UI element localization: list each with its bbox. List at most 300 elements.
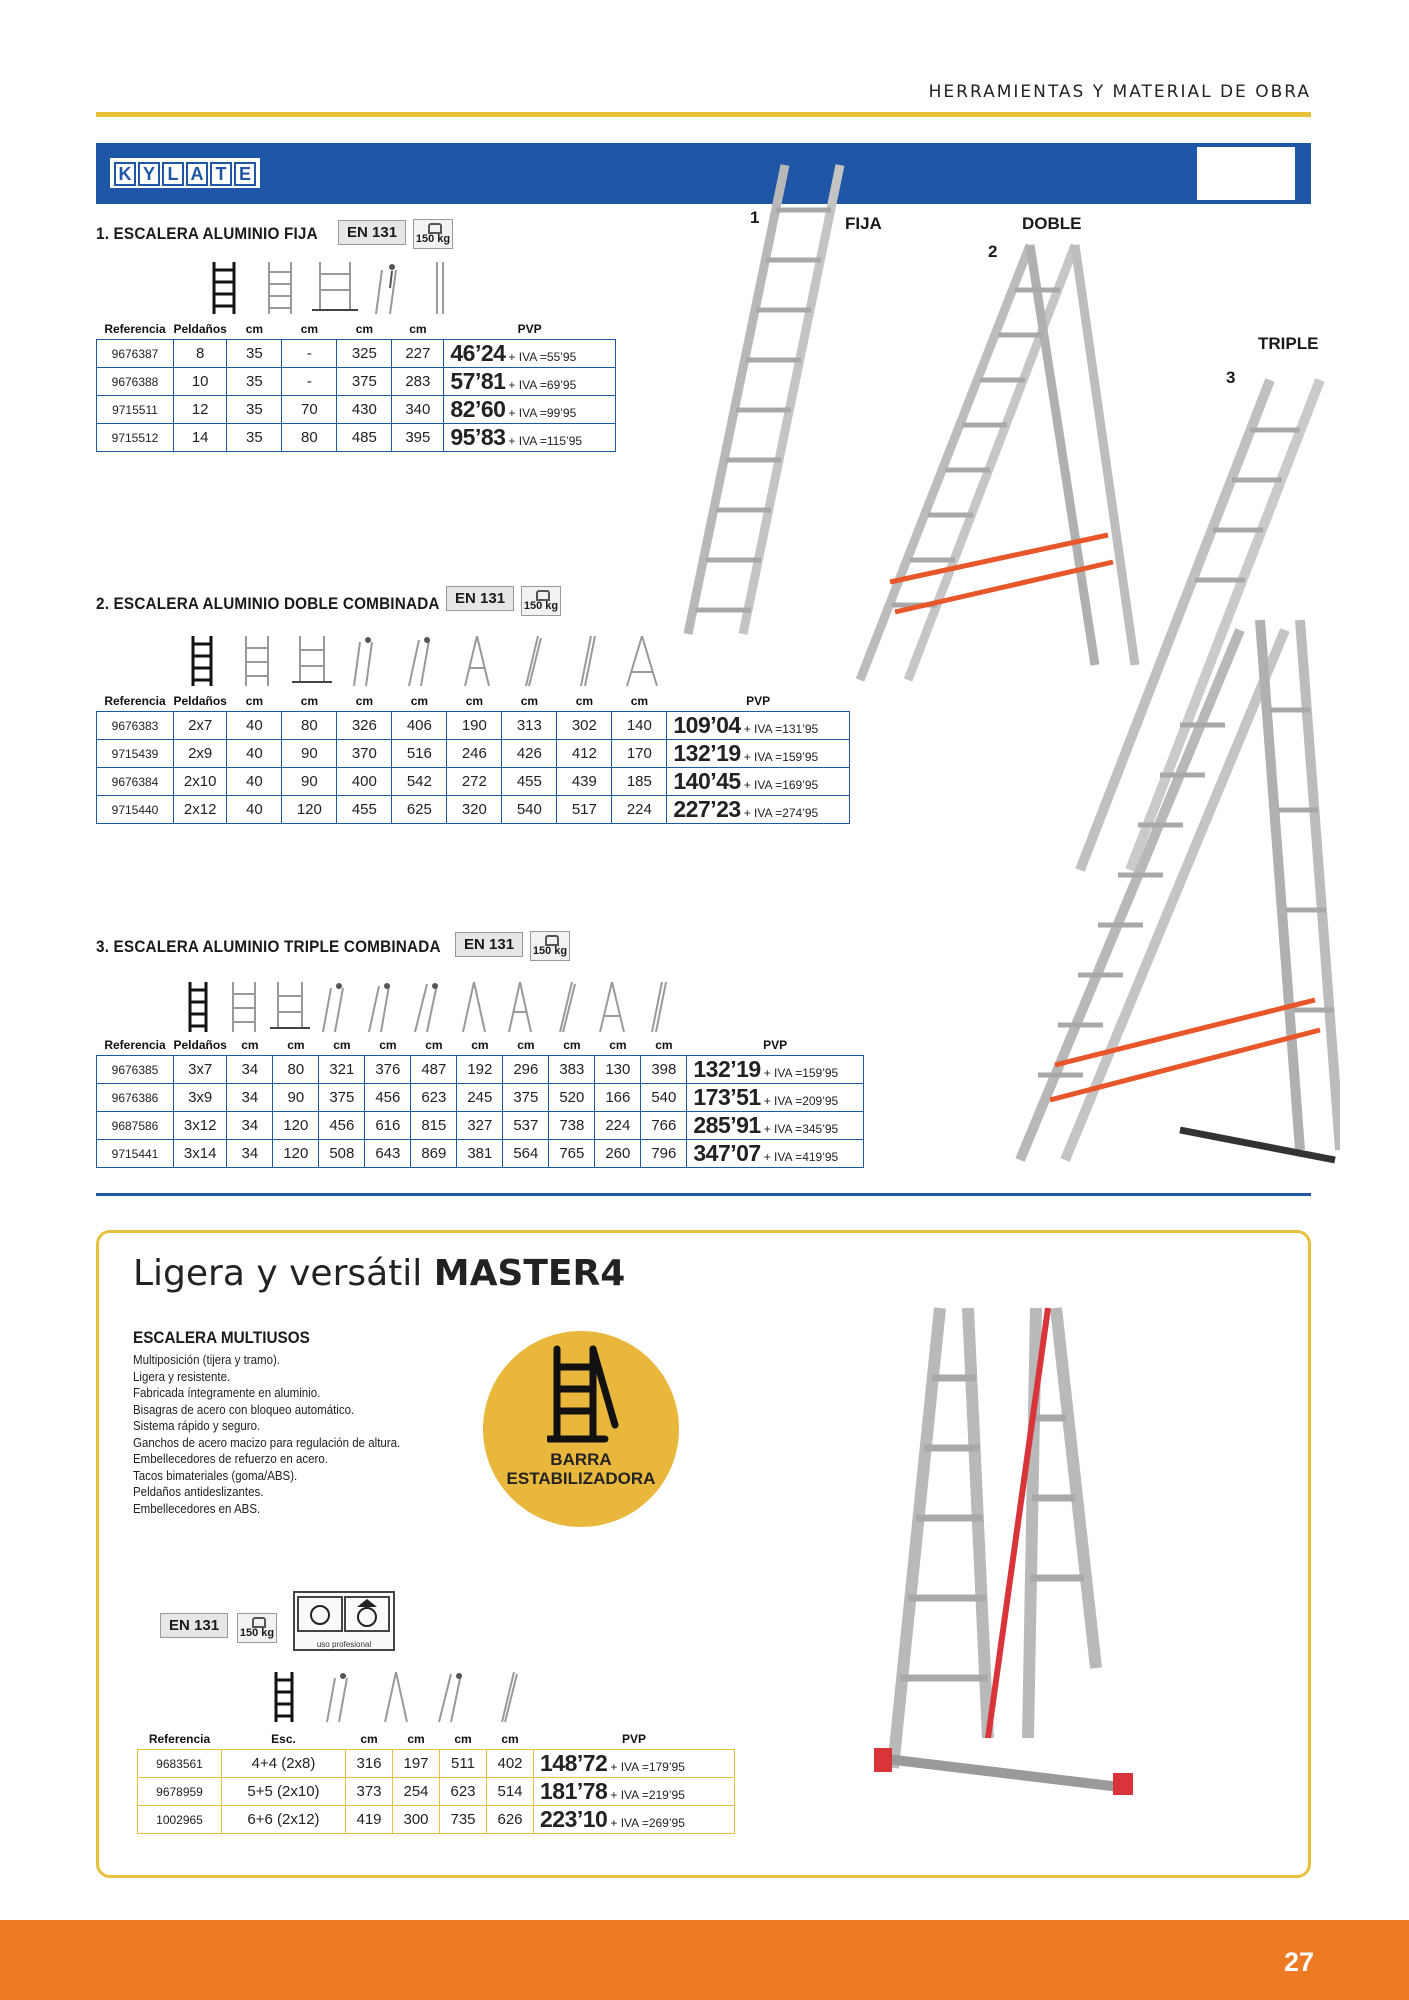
a-frame-icon xyxy=(451,982,497,1032)
weight-badge: 150 kg xyxy=(413,219,453,249)
table-cell: 340 xyxy=(392,396,444,424)
table-header: cm xyxy=(407,1732,425,1746)
table-cell: 70 xyxy=(282,396,337,424)
table-cell: 34 xyxy=(227,1112,273,1140)
logo-letter: A xyxy=(186,162,208,186)
table-cell: 375 xyxy=(319,1084,365,1112)
table-header: Peldaños xyxy=(173,694,227,708)
ref-cell: 9683561 xyxy=(138,1750,222,1778)
table-cell: 376 xyxy=(365,1056,411,1084)
ref-cell: 9676385 xyxy=(97,1056,174,1084)
table-cell: 370 xyxy=(337,740,392,768)
page-number: 27 xyxy=(1283,1947,1314,1977)
double-ladder-image xyxy=(860,245,1135,680)
fija-label: FIJA xyxy=(845,214,882,233)
table-cell: 625 xyxy=(392,796,447,824)
header-rule xyxy=(96,112,1311,117)
price-cell xyxy=(534,1806,735,1834)
feature-item: Tacos bimateriales (goma/ABS). xyxy=(133,1468,298,1483)
table-cell: 516 xyxy=(392,740,447,768)
table-header: Referencia xyxy=(104,322,166,336)
ref-cell: 9715440 xyxy=(97,796,174,824)
table-cell: 3x14 xyxy=(174,1140,227,1168)
table-cell: 120 xyxy=(273,1112,319,1140)
table-cell: 8 xyxy=(174,340,227,368)
table-cell: 626 xyxy=(487,1806,534,1834)
norm-badge: EN 131 xyxy=(446,586,514,611)
table-cell: 35 xyxy=(227,396,282,424)
ref-cell: 9676384 xyxy=(97,768,174,796)
table-cell: 485 xyxy=(337,424,392,452)
table-header: PVP xyxy=(517,322,542,336)
table-cell: 40 xyxy=(227,740,282,768)
ladder-base-icon xyxy=(284,636,339,686)
ladder-width-icon xyxy=(229,636,284,686)
table-cell: 302 xyxy=(557,712,612,740)
table-cell: 514 xyxy=(487,1778,534,1806)
table-cell: 296 xyxy=(503,1056,549,1084)
price-value: 82’60 xyxy=(450,396,506,422)
table-cell: 564 xyxy=(503,1140,549,1168)
table-cell: 2x12 xyxy=(174,796,227,824)
section-header-title: HERRAMIENTAS Y MATERIAL DE OBRA xyxy=(928,82,1311,102)
table-cell: 511 xyxy=(440,1750,487,1778)
table-header: Referencia xyxy=(148,1732,211,1746)
price-value: 227’23 xyxy=(673,796,741,822)
table-header: Referencia xyxy=(104,1038,166,1052)
table-cell: 430 xyxy=(337,396,392,424)
footer-bar xyxy=(0,1920,1409,2000)
person-on-ladder-icon xyxy=(394,636,449,686)
table-header: Peldaños xyxy=(173,322,227,336)
table-cell: 40 xyxy=(227,768,282,796)
table-cell: 316 xyxy=(346,1750,393,1778)
table-cell: 12 xyxy=(174,396,227,424)
table-header: cm xyxy=(355,694,374,708)
ladder-icon xyxy=(196,262,252,314)
price-value: 57’81 xyxy=(450,368,506,394)
feature-item: Embellecedores de refuerzo en acero. xyxy=(133,1452,328,1466)
table-header: Referencia xyxy=(104,694,166,708)
ref-cell: 9676383 xyxy=(97,712,174,740)
ref-cell: 9715511 xyxy=(97,396,174,424)
worker-icon xyxy=(295,1593,393,1635)
table-cell: 419 xyxy=(346,1806,393,1834)
table-cell: 2x10 xyxy=(174,768,227,796)
feature-item: Multiposición (tijera y tramo). xyxy=(133,1353,280,1367)
table-row xyxy=(97,396,616,424)
table-cell: 327 xyxy=(457,1112,503,1140)
table-row xyxy=(138,1750,735,1778)
table-cell: 537 xyxy=(503,1112,549,1140)
table-header: cm xyxy=(454,1732,472,1746)
table-cell: 227 xyxy=(392,340,444,368)
table-header: cm xyxy=(520,694,539,708)
professional-use-badge xyxy=(293,1591,395,1651)
table-cell: 2x7 xyxy=(174,712,227,740)
price-with-iva: + IVA =69’95 xyxy=(508,378,577,392)
section3-title: 3. ESCALERA ALUMINIO TRIPLE COMBINADA xyxy=(96,937,441,956)
table-cell: 406 xyxy=(392,712,447,740)
table-cell: 170 xyxy=(612,740,667,768)
ladder-base-icon xyxy=(307,262,362,314)
table-cell: 869 xyxy=(411,1140,457,1168)
price-cell xyxy=(444,396,616,424)
table-cell: 540 xyxy=(502,796,557,824)
extended-ladder-icon xyxy=(543,982,589,1032)
ladder-icon xyxy=(175,982,221,1032)
table-cell: 34 xyxy=(227,1140,273,1168)
price-with-iva: + IVA =99’95 xyxy=(508,406,577,420)
a-frame-icon xyxy=(449,636,504,686)
table-cell: 245 xyxy=(457,1084,503,1112)
table-header: cm xyxy=(465,694,484,708)
ref-cell: 9715439 xyxy=(97,740,174,768)
table-cell: 35 xyxy=(227,340,282,368)
table-cell: 224 xyxy=(612,796,667,824)
table-cell: 4+4 (2x8) xyxy=(222,1750,346,1778)
table-cell: 192 xyxy=(457,1056,503,1084)
logo-letter: K xyxy=(114,162,136,186)
table-cell: 373 xyxy=(346,1778,393,1806)
price-value: 173’51 xyxy=(693,1084,761,1110)
table-cell: 3x12 xyxy=(174,1112,227,1140)
stabilizer-badge-text xyxy=(483,1450,679,1488)
logo-letter: T xyxy=(210,162,232,186)
table-header: cm xyxy=(333,1038,351,1052)
logo-letter: Y xyxy=(138,162,160,186)
table-cell: 402 xyxy=(487,1750,534,1778)
table-header: cm xyxy=(360,1732,378,1746)
table-cell: 34 xyxy=(227,1084,273,1112)
table-cell: 120 xyxy=(273,1140,319,1168)
section1-price-table xyxy=(96,320,616,452)
table-cell: 456 xyxy=(365,1084,411,1112)
table-cell: 120 xyxy=(282,796,337,824)
table-cell: 185 xyxy=(612,768,667,796)
table-cell: 80 xyxy=(273,1056,319,1084)
ref-cell: 9715441 xyxy=(97,1140,174,1168)
price-with-iva: + IVA =159’95 xyxy=(763,1066,839,1080)
doble-label: DOBLE xyxy=(1022,214,1082,233)
table-cell: 254 xyxy=(393,1778,440,1806)
section-divider xyxy=(96,1193,1311,1196)
table-header: PVP xyxy=(621,1732,646,1746)
table-cell: 40 xyxy=(227,796,282,824)
ladder-number-2: 2 xyxy=(988,242,998,261)
master4-subtitle: ESCALERA MULTIUSOS xyxy=(133,1328,310,1347)
price-value: 46’24 xyxy=(450,340,506,366)
table-cell: 542 xyxy=(392,768,447,796)
stabilizer-badge xyxy=(483,1331,679,1527)
fixed-ladder-image xyxy=(688,165,840,634)
table-header: cm xyxy=(501,1732,519,1746)
table-cell: 2x9 xyxy=(174,740,227,768)
price-value: 181’78 xyxy=(540,1778,608,1804)
table-row xyxy=(138,1806,735,1834)
price-with-iva: + IVA =55’95 xyxy=(508,350,577,364)
price-with-iva: + IVA =209’95 xyxy=(763,1094,839,1108)
price-with-iva: + IVA =131’95 xyxy=(743,722,819,736)
table-cell: 623 xyxy=(411,1084,457,1112)
kylate-logo xyxy=(110,158,260,188)
feature-item: Fabricada íntegramente en aluminio. xyxy=(133,1386,321,1400)
stabilizer-bar-icon xyxy=(547,1345,621,1445)
feature-item: Bisagras de acero con bloqueo automático. xyxy=(133,1402,355,1417)
master4-title xyxy=(133,1253,625,1294)
master4-title-bold: MASTER4 xyxy=(433,1253,626,1294)
price-cell xyxy=(534,1750,735,1778)
table-cell: 375 xyxy=(503,1084,549,1112)
table-cell: 190 xyxy=(447,712,502,740)
price-cell xyxy=(444,340,616,368)
price-value: 285’91 xyxy=(693,1112,761,1138)
table-cell: 34 xyxy=(227,1056,273,1084)
table-cell: 35 xyxy=(227,424,282,452)
table-cell: 487 xyxy=(411,1056,457,1084)
price-with-iva: + IVA =274’95 xyxy=(743,806,819,820)
table-header: cm xyxy=(300,694,319,708)
section1-icon-row xyxy=(196,262,462,314)
table-cell: 456 xyxy=(319,1112,365,1140)
table-cell: 321 xyxy=(319,1056,365,1084)
ref-cell: 9676388 xyxy=(97,368,174,396)
table-header: cm xyxy=(409,322,427,336)
table-cell: 140 xyxy=(612,712,667,740)
section2-icon-row xyxy=(174,636,669,686)
table-header: cm xyxy=(630,694,649,708)
extended-ladder-icon xyxy=(480,1672,536,1722)
master-icon-row xyxy=(256,1672,536,1722)
table-cell: 796 xyxy=(641,1140,687,1168)
height-icon xyxy=(417,262,462,314)
a-frame-icon xyxy=(497,982,543,1032)
table-cell: 412 xyxy=(557,740,612,768)
price-with-iva: + IVA =269’95 xyxy=(610,1816,685,1830)
ref-cell: 1002965 xyxy=(138,1806,222,1834)
master4-title-light: Ligera y versátil xyxy=(133,1253,434,1294)
norm-badge: EN 131 xyxy=(338,220,406,245)
table-cell: 735 xyxy=(440,1806,487,1834)
table-cell: 381 xyxy=(457,1140,503,1168)
table-cell: 508 xyxy=(319,1140,365,1168)
ladder-number-1: 1 xyxy=(750,208,760,227)
ref-cell: 9687586 xyxy=(97,1112,174,1140)
table-row xyxy=(97,424,616,452)
professional-use-label: uso profesional xyxy=(316,1640,372,1649)
table-cell: 517 xyxy=(557,796,612,824)
table-header: PVP xyxy=(746,694,771,708)
table-cell: 6+6 (2x12) xyxy=(222,1806,346,1834)
feature-item: Ligera y resistente. xyxy=(133,1369,231,1384)
badge-line: ESTABILIZADORA xyxy=(506,1469,656,1488)
table-header: cm xyxy=(517,1038,535,1052)
table-header: cm xyxy=(241,1038,259,1052)
person-on-ladder-icon xyxy=(339,636,394,686)
table-cell: 455 xyxy=(502,768,557,796)
table-cell: 5+5 (2x10) xyxy=(222,1778,346,1806)
ladder-width-icon xyxy=(252,262,307,314)
table-cell: 395 xyxy=(392,424,444,452)
table-cell: 3x9 xyxy=(174,1084,227,1112)
price-with-iva: + IVA =219’95 xyxy=(610,1788,685,1802)
price-value: 132’19 xyxy=(673,740,741,766)
table-header: cm xyxy=(287,1038,305,1052)
table-cell: 90 xyxy=(273,1084,319,1112)
table-cell: 80 xyxy=(282,424,337,452)
person-on-ladder-icon xyxy=(359,982,405,1032)
weight-badge: 150 kg xyxy=(530,931,570,961)
section2-title: 2. ESCALERA ALUMINIO DOBLE COMBINADA xyxy=(96,594,440,613)
badge-line: BARRA xyxy=(550,1450,612,1469)
ladder-width-icon xyxy=(221,982,267,1032)
table-header: cm xyxy=(300,322,319,336)
ladder-icon xyxy=(256,1672,312,1722)
price-value: 95’83 xyxy=(450,424,506,450)
table-cell: 246 xyxy=(447,740,502,768)
price-value: 148’72 xyxy=(540,1750,608,1776)
table-cell: 313 xyxy=(502,712,557,740)
table-cell: - xyxy=(282,368,337,396)
price-value: 223’10 xyxy=(540,1806,608,1832)
price-value: 132’19 xyxy=(693,1056,761,1082)
feature-item: Ganchos de acero macizo para regulación de altura. xyxy=(133,1435,401,1450)
table-cell: 520 xyxy=(549,1084,595,1112)
table-header: cm xyxy=(655,1038,673,1052)
logo-letter: L xyxy=(162,162,184,186)
price-cell xyxy=(444,424,616,452)
price-value: 347’07 xyxy=(693,1140,761,1166)
logo-letter: E xyxy=(234,162,256,186)
table-cell: 426 xyxy=(502,740,557,768)
price-with-iva: + IVA =159’95 xyxy=(743,750,819,764)
extended-ladder-icon xyxy=(504,636,559,686)
table-cell: 616 xyxy=(365,1112,411,1140)
price-cell xyxy=(534,1778,735,1806)
table-cell: 320 xyxy=(447,796,502,824)
price-with-iva: + IVA =419’95 xyxy=(763,1150,839,1164)
table-cell: 766 xyxy=(641,1112,687,1140)
feature-list xyxy=(133,1352,400,1517)
table-cell: 455 xyxy=(337,796,392,824)
table-row xyxy=(97,368,616,396)
table-header: cm xyxy=(425,1038,443,1052)
feature-item: Peldaños antideslizantes. xyxy=(133,1485,264,1499)
table-header: cm xyxy=(355,322,374,336)
table-cell: 400 xyxy=(337,768,392,796)
ref-cell: 9676386 xyxy=(97,1084,174,1112)
price-with-iva: + IVA =115’95 xyxy=(508,434,583,448)
ladder-illustration xyxy=(660,150,1340,1185)
table-cell: 197 xyxy=(393,1750,440,1778)
extended-ladder-icon xyxy=(559,636,614,686)
table-cell: 643 xyxy=(365,1140,411,1168)
table-header: cm xyxy=(245,322,264,336)
table-row xyxy=(138,1778,735,1806)
table-cell: 398 xyxy=(641,1056,687,1084)
table-cell: 623 xyxy=(440,1778,487,1806)
person-on-ladder-icon xyxy=(313,982,359,1032)
table-cell: - xyxy=(282,340,337,368)
price-with-iva: + IVA =345’95 xyxy=(763,1122,839,1136)
section1-title: 1. ESCALERA ALUMINIO FIJA xyxy=(96,224,318,243)
table-cell: 14 xyxy=(174,424,227,452)
table-cell: 283 xyxy=(392,368,444,396)
table-header: Esc. xyxy=(271,1732,296,1746)
weight-badge: 150 kg xyxy=(521,586,561,616)
table-header: cm xyxy=(379,1038,397,1052)
table-cell: 300 xyxy=(393,1806,440,1834)
norm-badge: EN 131 xyxy=(455,932,523,957)
table-cell: 540 xyxy=(641,1084,687,1112)
person-on-ladder-icon xyxy=(424,1672,480,1722)
table-cell: 272 xyxy=(447,768,502,796)
table-cell: 3x7 xyxy=(174,1056,227,1084)
table-cell: 765 xyxy=(549,1140,595,1168)
table-cell: 40 xyxy=(227,712,282,740)
a-frame-icon xyxy=(589,982,635,1032)
table-cell: 10 xyxy=(174,368,227,396)
table-header: PVP xyxy=(763,1038,788,1052)
person-on-ladder-icon xyxy=(362,262,417,314)
person-on-ladder-icon xyxy=(312,1672,368,1722)
table-cell: 815 xyxy=(411,1112,457,1140)
table-cell: 224 xyxy=(595,1112,641,1140)
table-cell: 166 xyxy=(595,1084,641,1112)
table-cell: 130 xyxy=(595,1056,641,1084)
table-cell: 35 xyxy=(227,368,282,396)
table-header: cm xyxy=(563,1038,581,1052)
feature-item: Embellecedores en ABS. xyxy=(133,1501,261,1516)
ref-cell: 9676387 xyxy=(97,340,174,368)
table-header: cm xyxy=(609,1038,627,1052)
person-on-ladder-icon xyxy=(405,982,451,1032)
table-cell: 90 xyxy=(282,768,337,796)
section3-icon-row xyxy=(175,982,681,1032)
table-header: cm xyxy=(410,694,429,708)
table-cell: 260 xyxy=(595,1140,641,1168)
table-cell: 326 xyxy=(337,712,392,740)
table-row xyxy=(97,340,616,368)
master4-ladder-image xyxy=(828,1268,1168,1798)
master4-price-table xyxy=(137,1730,735,1834)
price-with-iva: + IVA =169’95 xyxy=(743,778,819,792)
norm-badge: EN 131 xyxy=(160,1613,228,1638)
table-cell: 80 xyxy=(282,712,337,740)
ladder-base-icon xyxy=(267,982,313,1032)
table-cell: 383 xyxy=(549,1056,595,1084)
price-cell xyxy=(444,368,616,396)
table-header: cm xyxy=(471,1038,489,1052)
table-header: cm xyxy=(245,694,264,708)
ref-cell: 9715512 xyxy=(97,424,174,452)
table-cell: 325 xyxy=(337,340,392,368)
weight-badge: 150 kg xyxy=(237,1613,277,1643)
table-header: Peldaños xyxy=(173,1038,227,1052)
table-header: cm xyxy=(575,694,594,708)
ladder-icon xyxy=(174,636,229,686)
table-cell: 375 xyxy=(337,368,392,396)
price-value: 109’04 xyxy=(673,712,741,738)
table-cell: 439 xyxy=(557,768,612,796)
price-value: 140’45 xyxy=(673,768,741,794)
ladder-number-3: 3 xyxy=(1226,368,1236,387)
price-with-iva: + IVA =179’95 xyxy=(610,1760,685,1774)
a-frame-icon xyxy=(368,1672,424,1722)
feature-item: Sistema rápido y seguro. xyxy=(133,1419,261,1433)
table-cell: 90 xyxy=(282,740,337,768)
ref-cell: 9678959 xyxy=(138,1778,222,1806)
